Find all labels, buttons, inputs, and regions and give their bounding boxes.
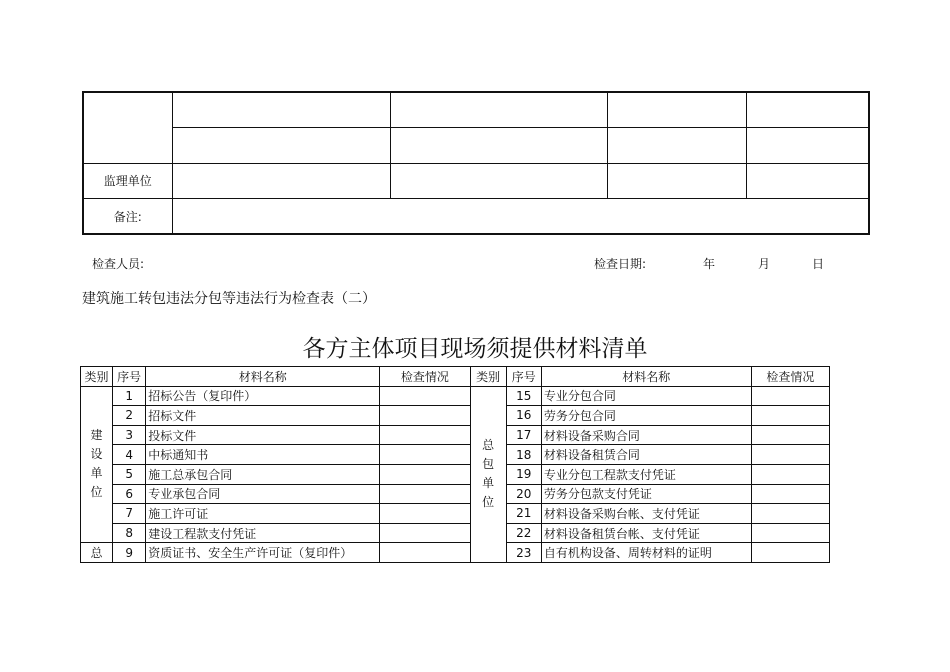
check-cell[interactable] bbox=[751, 406, 829, 426]
table-row bbox=[81, 406, 830, 426]
remarks-label: 备注: bbox=[83, 199, 172, 235]
supervision-unit-label: 监理单位 bbox=[83, 163, 172, 199]
item-number: 19 bbox=[506, 464, 541, 484]
empty-cell[interactable] bbox=[390, 92, 607, 128]
table-row bbox=[81, 484, 830, 504]
header-material: 材料名称 bbox=[146, 367, 380, 387]
check-cell[interactable] bbox=[751, 386, 829, 406]
empty-cell[interactable] bbox=[390, 163, 607, 199]
item-name: 专业分包合同 bbox=[541, 386, 751, 406]
category-char: 位 bbox=[482, 495, 495, 510]
inspector-label: 检查人员: bbox=[92, 257, 145, 271]
day-label: 日 bbox=[812, 257, 825, 271]
category-general-contractor-start: 总 bbox=[81, 543, 113, 563]
check-cell[interactable] bbox=[380, 425, 470, 445]
empty-cell[interactable] bbox=[607, 163, 746, 199]
category-char: 包 bbox=[482, 457, 495, 472]
item-number: 20 bbox=[506, 484, 541, 504]
table-row bbox=[81, 504, 830, 524]
item-name: 招标文件 bbox=[146, 406, 380, 426]
check-cell[interactable] bbox=[751, 543, 829, 563]
check-cell[interactable] bbox=[751, 464, 829, 484]
item-number: 2 bbox=[113, 406, 146, 426]
header-category: 类别 bbox=[470, 367, 506, 387]
table-row bbox=[81, 543, 830, 563]
item-name: 专业承包合同 bbox=[146, 484, 380, 504]
item-name: 材料设备租赁台帐、支付凭证 bbox=[541, 523, 751, 543]
year-label: 年 bbox=[703, 257, 716, 271]
item-name: 施工总承包合同 bbox=[146, 464, 380, 484]
check-cell[interactable] bbox=[380, 464, 470, 484]
item-name: 劳务分包合同 bbox=[541, 406, 751, 426]
check-cell[interactable] bbox=[751, 425, 829, 445]
empty-cell[interactable] bbox=[746, 92, 869, 128]
header-category: 类别 bbox=[81, 367, 113, 387]
item-name: 资质证书、安全生产许可证（复印件） bbox=[146, 543, 380, 563]
category-char: 单 bbox=[482, 476, 495, 491]
item-name: 材料设备采购合同 bbox=[541, 425, 751, 445]
header-seq: 序号 bbox=[506, 367, 541, 387]
check-cell[interactable] bbox=[751, 484, 829, 504]
empty-cell[interactable] bbox=[390, 128, 607, 164]
month-label: 月 bbox=[758, 257, 771, 271]
page-title: 各方主体项目现场须提供材料清单 bbox=[302, 336, 648, 362]
item-name: 专业分包工程款支付凭证 bbox=[541, 464, 751, 484]
empty-cell[interactable] bbox=[746, 128, 869, 164]
check-cell[interactable] bbox=[380, 445, 470, 465]
header-seq: 序号 bbox=[113, 367, 146, 387]
check-cell[interactable] bbox=[751, 523, 829, 543]
table-row bbox=[81, 425, 830, 445]
remarks-field[interactable] bbox=[172, 199, 869, 235]
table-row bbox=[83, 163, 869, 199]
empty-cell[interactable] bbox=[746, 163, 869, 199]
header-check: 检查情况 bbox=[751, 367, 829, 387]
form-subtitle: 建筑施工转包违法分包等违法行为检查表（二） bbox=[82, 291, 376, 307]
materials-table bbox=[80, 366, 830, 563]
item-name: 材料设备采购台帐、支付凭证 bbox=[541, 504, 751, 524]
check-cell[interactable] bbox=[380, 543, 470, 563]
category-general-contractor bbox=[470, 386, 506, 562]
check-cell[interactable] bbox=[380, 504, 470, 524]
item-number: 15 bbox=[506, 386, 541, 406]
table-row bbox=[81, 386, 830, 406]
item-number: 17 bbox=[506, 425, 541, 445]
table-row bbox=[81, 445, 830, 465]
item-name: 建设工程款支付凭证 bbox=[146, 523, 380, 543]
category-char: 设 bbox=[90, 447, 103, 462]
item-name: 劳务分包款支付凭证 bbox=[541, 484, 751, 504]
header-material: 材料名称 bbox=[541, 367, 751, 387]
check-cell[interactable] bbox=[380, 386, 470, 406]
category-construction-unit bbox=[81, 386, 113, 543]
item-number: 7 bbox=[113, 504, 146, 524]
check-cell[interactable] bbox=[380, 406, 470, 426]
item-number: 22 bbox=[506, 523, 541, 543]
item-number: 3 bbox=[113, 425, 146, 445]
date-label: 检查日期: bbox=[594, 257, 647, 271]
item-number: 23 bbox=[506, 543, 541, 563]
item-number: 9 bbox=[113, 543, 146, 563]
category-char: 位 bbox=[90, 485, 103, 500]
item-number: 8 bbox=[113, 523, 146, 543]
item-name: 投标文件 bbox=[146, 425, 380, 445]
table-row bbox=[83, 199, 869, 235]
header-check: 检查情况 bbox=[380, 367, 470, 387]
table-row bbox=[83, 92, 869, 128]
empty-cell bbox=[83, 92, 172, 163]
table-row bbox=[81, 523, 830, 543]
item-number: 5 bbox=[113, 464, 146, 484]
empty-cell[interactable] bbox=[172, 92, 390, 128]
empty-cell[interactable] bbox=[172, 163, 390, 199]
item-name: 中标通知书 bbox=[146, 445, 380, 465]
check-cell[interactable] bbox=[380, 523, 470, 543]
check-cell[interactable] bbox=[751, 445, 829, 465]
inspection-table bbox=[82, 91, 870, 235]
table-header-row bbox=[81, 367, 830, 387]
item-number: 4 bbox=[113, 445, 146, 465]
empty-cell[interactable] bbox=[607, 92, 746, 128]
item-name: 材料设备租赁合同 bbox=[541, 445, 751, 465]
empty-cell[interactable] bbox=[172, 128, 390, 164]
table-row bbox=[81, 464, 830, 484]
table-row bbox=[83, 128, 869, 164]
empty-cell[interactable] bbox=[607, 128, 746, 164]
item-number: 18 bbox=[506, 445, 541, 465]
item-name: 施工许可证 bbox=[146, 504, 380, 524]
item-name: 招标公告（复印件） bbox=[146, 386, 380, 406]
item-name: 自有机构设备、周转材料的证明 bbox=[541, 543, 751, 563]
item-number: 6 bbox=[113, 484, 146, 504]
item-number: 21 bbox=[506, 504, 541, 524]
item-number: 1 bbox=[113, 386, 146, 406]
category-char: 总 bbox=[482, 438, 495, 453]
check-cell[interactable] bbox=[380, 484, 470, 504]
check-cell[interactable] bbox=[751, 504, 829, 524]
category-char: 建 bbox=[90, 428, 103, 443]
category-char: 单 bbox=[90, 466, 103, 481]
item-number: 16 bbox=[506, 406, 541, 426]
